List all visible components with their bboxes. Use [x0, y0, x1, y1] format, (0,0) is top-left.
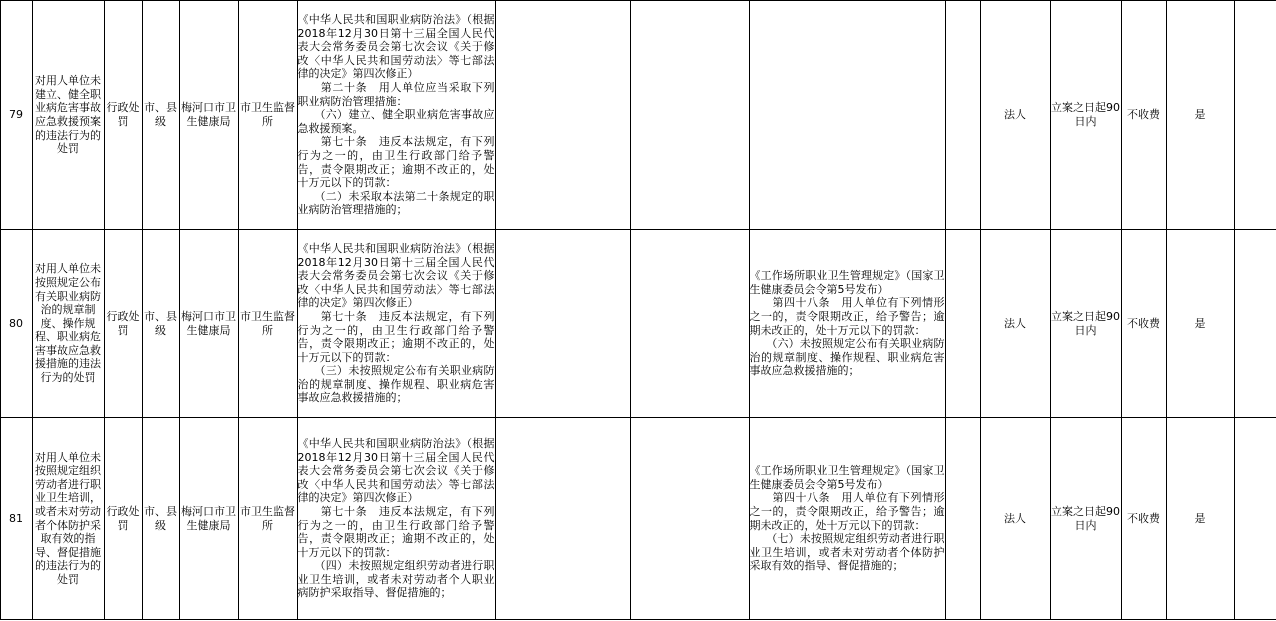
row-number[interactable] [0, 230, 32, 418]
empty-cell[interactable] [1234, 230, 1276, 418]
organization-cell-text: 市卫生监督所 [240, 504, 295, 532]
flag-cell-text: 是 [1194, 108, 1206, 122]
deadline-cell-text: 立案之日起90日内 [1051, 101, 1120, 128]
law-paragraph: 《中华人民共和国职业病防治法》（根据2018年12月30日第十三届全国人民代表大会常务委员会第七次会议《关于修改〈中华人民共和国劳动法〉等七部法律的决定》第四次修正） [297, 13, 495, 81]
regulation-paragraph: 《工作场所职业卫生管理规定》（国家卫生健康委员会令第5号发布） [749, 464, 945, 491]
deadline-cell[interactable] [1050, 230, 1121, 418]
empty-cell[interactable] [495, 230, 630, 418]
subject-cell[interactable] [980, 418, 1050, 620]
table-row [0, 1, 1276, 230]
law-paragraph: （四）未按照规定组织劳动者进行职业卫生培训，或者未对劳动者个人职业病防护采取指导、督促措施的； [297, 559, 495, 600]
organization-cell-text: 市卫生监督所 [240, 309, 295, 337]
row-number-text: 79 [9, 108, 23, 122]
organization-cell[interactable] [238, 230, 297, 418]
flag-cell[interactable] [1166, 230, 1234, 418]
deadline-cell[interactable] [1050, 1, 1121, 230]
empty-cell[interactable] [945, 230, 980, 418]
organization-cell[interactable] [238, 1, 297, 230]
row-number-text: 81 [9, 511, 23, 525]
department-cell[interactable] [179, 230, 238, 418]
law-basis-cell[interactable] [297, 418, 495, 620]
type-cell[interactable] [104, 230, 142, 418]
empty-cell[interactable] [495, 418, 630, 620]
empty-cell[interactable] [945, 1, 980, 230]
law-paragraph: 《中华人民共和国职业病防治法》（根据2018年12月30日第十三届全国人民代表大会常务委员会第七次会议《关于修改〈中华人民共和国劳动法〉等七部法律的决定》第四次修正） [297, 436, 495, 505]
subject-cell[interactable] [980, 1, 1050, 230]
law-paragraph: （二）未采取本法第二十条规定的职业病防治管理措施的； [297, 189, 495, 217]
empty-cell[interactable] [945, 418, 980, 620]
row-number[interactable] [0, 1, 32, 230]
law-paragraph: （六）建立、健全职业病危害事故应急救援预案。 [297, 108, 495, 135]
level-cell-text: 市、县级 [144, 504, 177, 532]
subject-cell-text: 法人 [1004, 511, 1026, 525]
empty-cell[interactable] [630, 230, 749, 418]
fee-cell-text: 不收费 [1127, 316, 1160, 330]
empty-cell[interactable] [495, 1, 630, 230]
law-paragraph: （三）未按照规定公布有关职业病防治的规章制度、操作规程、职业病危害事故应急救援措施的； [297, 364, 495, 405]
regulation-paragraph: （七）未按照规定组织劳动者进行职业卫生培训，或者未对劳动者个体防护采取有效的指导、督促措施的； [749, 532, 945, 573]
regulation-basis-cell[interactable] [749, 418, 945, 620]
law-paragraph: 第七十条 违反本法规定，有下列行为之一的，由卫生行政部门给予警告，责令限期改正；逾期不改正的，处十万元以下的罚款： [297, 135, 495, 190]
subject-cell[interactable] [980, 230, 1050, 418]
empty-cell[interactable] [1234, 418, 1276, 620]
law-paragraph: 《中华人民共和国职业病防治法》（根据2018年12月30日第十三届全国人民代表大会常务委员会第七次会议《关于修改〈中华人民共和国劳动法〉等七部法律的决定》第四次修正） [297, 241, 495, 310]
empty-cell[interactable] [630, 1, 749, 230]
subject-cell-text: 法人 [1004, 316, 1026, 330]
item-name-cell[interactable] [32, 230, 104, 418]
organization-cell[interactable] [238, 418, 297, 620]
type-cell-text: 行政处罚 [106, 309, 140, 337]
empty-cell[interactable] [630, 418, 749, 620]
table-row [0, 230, 1276, 418]
level-cell[interactable] [142, 1, 179, 230]
flag-cell-text: 是 [1194, 316, 1206, 330]
law-paragraph: 第二十条 用人单位应当采取下列职业病防治管理措施： [297, 81, 495, 108]
regulation-paragraph: 第四十八条 用人单位有下列情形之一的，责令限期改正，给予警告；逾期未改正的，处十万元以下的罚款： [749, 296, 945, 337]
department-cell-text: 梅河口市卫生健康局 [181, 101, 236, 128]
type-cell[interactable] [104, 1, 142, 230]
regulation-paragraph: （六）未按照规定公布有关职业病防治的规章制度、操作规程、职业病危害事故应急救援措施的； [749, 337, 945, 378]
deadline-cell-text: 立案之日起90日内 [1051, 309, 1120, 337]
regulation-basis-cell[interactable] [749, 1, 945, 230]
department-cell[interactable] [179, 418, 238, 620]
fee-cell-text: 不收费 [1127, 511, 1160, 525]
law-basis-cell[interactable] [297, 1, 495, 230]
level-cell[interactable] [142, 230, 179, 418]
regulation-paragraph: 第四十八条 用人单位有下列情形之一的，责令限期改正，给予警告；逾期未改正的，处十万元以下的罚款： [749, 491, 945, 532]
row-number[interactable] [0, 418, 32, 620]
department-cell[interactable] [179, 1, 238, 230]
item-name-cell[interactable] [32, 1, 104, 230]
fee-cell[interactable] [1121, 418, 1166, 620]
row-number-text: 80 [9, 316, 23, 330]
item-name-cell-text: 对用人单位未按照规定公布有关职业病防治的规章制度、操作规程、职业病危害事故应急救援措施的违法行为的处罚 [35, 262, 101, 385]
item-name-cell-text: 对用人单位未按照规定组织劳动者进行职业卫生培训，或者未对劳动者个体防护采取有效的指导、督促措施的违法行为的处罚 [35, 450, 101, 586]
deadline-cell-text: 立案之日起90日内 [1051, 504, 1120, 532]
deadline-cell[interactable] [1050, 418, 1121, 620]
law-paragraph: 第七十条 违反本法规定，有下列行为之一的，由卫生行政部门给予警告，责令限期改正；逾期不改正的，处十万元以下的罚款： [297, 504, 495, 559]
item-name-cell-text: 对用人单位未建立、健全职业病危害事故应急救援预案的违法行为的处罚 [35, 74, 101, 156]
flag-cell-text: 是 [1194, 511, 1206, 525]
department-cell-text: 梅河口市卫生健康局 [181, 504, 236, 532]
level-cell[interactable] [142, 418, 179, 620]
flag-cell[interactable] [1166, 418, 1234, 620]
organization-cell-text: 市卫生监督所 [240, 101, 295, 128]
table-row [0, 418, 1276, 620]
fee-cell[interactable] [1121, 230, 1166, 418]
flag-cell[interactable] [1166, 1, 1234, 230]
empty-cell[interactable] [1234, 1, 1276, 230]
fee-cell[interactable] [1121, 1, 1166, 230]
regulation-paragraph: 《工作场所职业卫生管理规定》（国家卫生健康委员会令第5号发布） [749, 269, 945, 296]
department-cell-text: 梅河口市卫生健康局 [181, 309, 236, 337]
level-cell-text: 市、县级 [144, 309, 177, 337]
law-basis-cell[interactable] [297, 230, 495, 418]
law-paragraph: 第七十条 违反本法规定，有下列行为之一的，由卫生行政部门给予警告，责令限期改正；逾期不改正的，处十万元以下的罚款： [297, 309, 495, 364]
item-name-cell[interactable] [32, 418, 104, 620]
type-cell-text: 行政处罚 [106, 101, 140, 128]
subject-cell-text: 法人 [1004, 108, 1026, 122]
type-cell-text: 行政处罚 [106, 504, 140, 532]
level-cell-text: 市、县级 [144, 101, 177, 128]
fee-cell-text: 不收费 [1127, 108, 1160, 122]
regulation-basis-cell[interactable] [749, 230, 945, 418]
type-cell[interactable] [104, 418, 142, 620]
